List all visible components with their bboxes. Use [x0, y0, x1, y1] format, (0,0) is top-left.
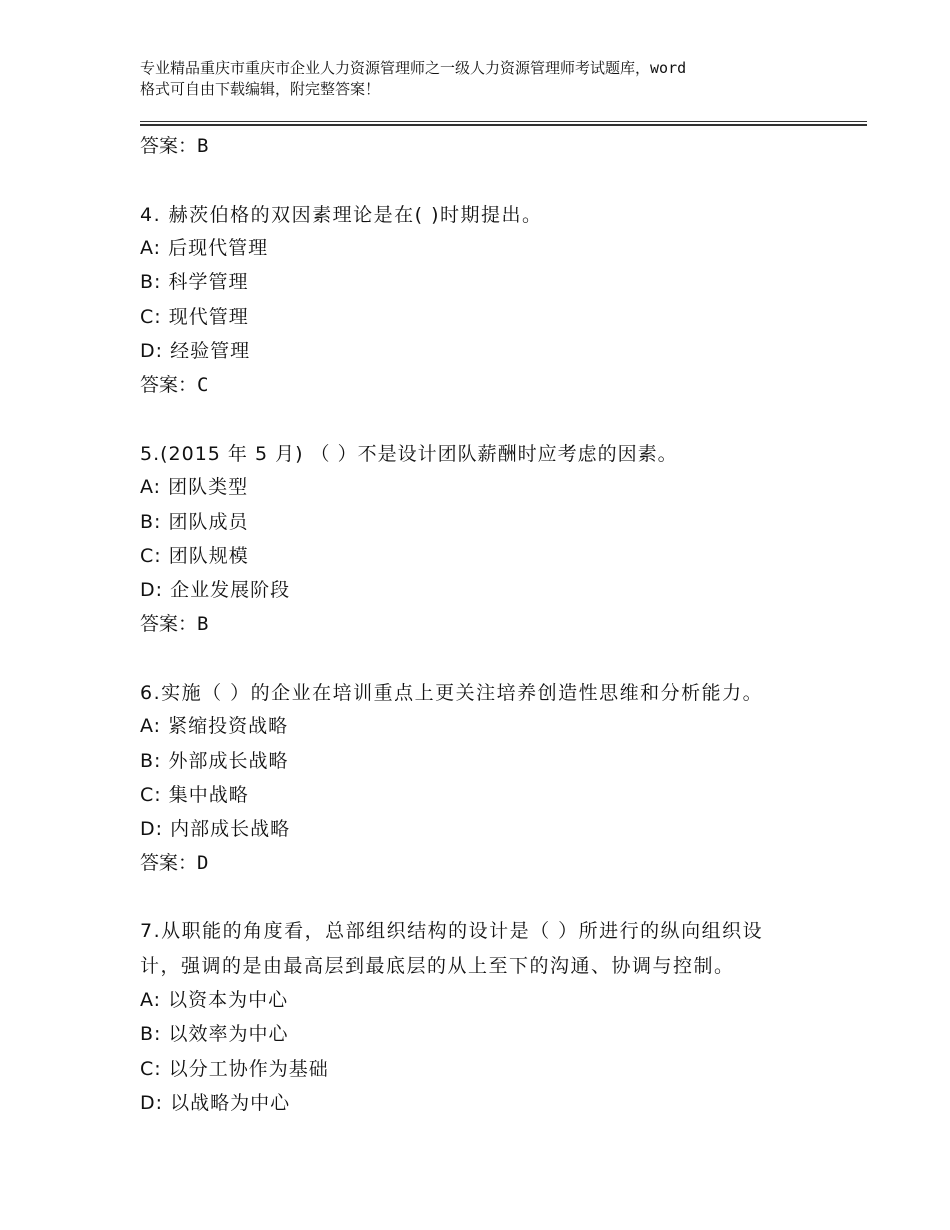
- question-7-text-line-2: 计，强调的是由最高层到最底层的从上至下的沟通、协调与控制。: [140, 955, 735, 977]
- header-rule-thick: [140, 124, 867, 126]
- header-line-2: 格式可自由下载编辑，附完整答案！: [140, 80, 381, 98]
- question-5-option-a: A: 团队类型: [140, 476, 249, 498]
- answer-q6: 答案：D: [140, 852, 209, 874]
- question-4-option-b: B: 科学管理: [140, 271, 249, 293]
- question-4-option-d: D: 经验管理: [140, 340, 251, 362]
- question-7-option-a: A: 以资本为中心: [140, 989, 289, 1011]
- answer-q4: 答案：C: [140, 374, 209, 396]
- answer-q3: 答案：B: [140, 135, 209, 157]
- question-7-option-c: C: 以分工协作为基础: [140, 1058, 329, 1080]
- question-5-option-b: B: 团队成员: [140, 511, 249, 533]
- question-6-option-d: D: 内部成长战略: [140, 818, 291, 840]
- question-6-option-b: B: 外部成长战略: [140, 750, 289, 772]
- header-line-1: 专业精品重庆市重庆市企业人力资源管理师之一级人力资源管理师考试题库，word: [140, 59, 687, 77]
- question-4-text: 4. 赫茨伯格的双因素理论是在( )时期提出。: [140, 204, 543, 226]
- question-5-option-d: D: 企业发展阶段: [140, 579, 291, 601]
- question-4-option-a: A: 后现代管理: [140, 237, 269, 259]
- question-7-option-b: B: 以效率为中心: [140, 1023, 289, 1045]
- question-5-text: 5.(2015 年 5 月) （ ）不是设计团队薪酬时应考虑的因素。: [140, 443, 678, 465]
- question-6-option-c: C: 集中战略: [140, 784, 249, 806]
- question-7-text-line-1: 7.从职能的角度看，总部组织结构的设计是（ ）所进行的纵向组织设: [140, 920, 764, 942]
- question-6-text: 6.实施（ ）的企业在培训重点上更关注培养创造性思维和分析能力。: [140, 682, 764, 704]
- question-7-option-d: D: 以战略为中心: [140, 1092, 291, 1114]
- header-rule-thin: [140, 121, 867, 122]
- document-header: [140, 58, 820, 100]
- question-6-option-a: A: 紧缩投资战略: [140, 715, 289, 737]
- answer-q5: 答案：B: [140, 613, 209, 635]
- question-4-option-c: C: 现代管理: [140, 306, 249, 328]
- question-5-option-c: C: 团队规模: [140, 545, 249, 567]
